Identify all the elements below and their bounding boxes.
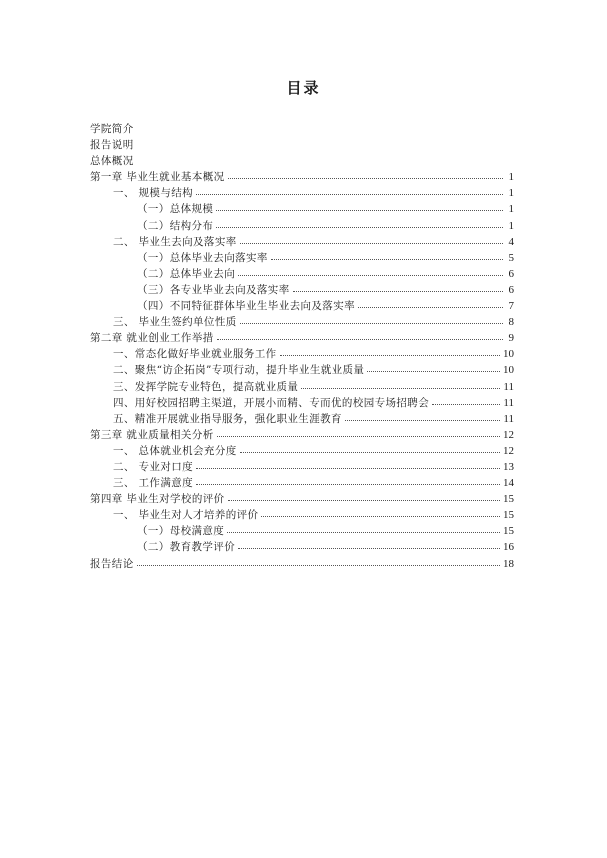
dot-leader [216, 219, 503, 229]
page-title: 目录 [286, 79, 321, 97]
toc-entry[interactable] [0, 523, 607, 539]
toc-entry-page-number: 5 [508, 251, 514, 264]
toc-entry[interactable] [0, 330, 607, 346]
dot-leader [228, 492, 500, 502]
toc-entry[interactable] [0, 556, 607, 572]
toc-entry-page-number: 6 [508, 283, 514, 296]
toc-entry-title: （一）总体规模 [137, 203, 214, 216]
toc-entry-page-number: 11 [503, 396, 514, 409]
toc-entry-title: 二、聚焦“访企拓岗”专项行动，提升毕业生就业质量 [113, 364, 365, 377]
toc-entry[interactable] [0, 507, 607, 523]
toc-entry-page-number: 15 [503, 525, 514, 538]
table-of-contents [0, 121, 607, 572]
toc-entry-page-number: 1 [508, 171, 514, 184]
toc-entry[interactable] [0, 379, 607, 395]
toc-entry-page-number: 8 [508, 316, 514, 329]
toc-entry[interactable] [0, 282, 607, 298]
toc-entry-page-number: 14 [503, 477, 514, 490]
toc-entry[interactable] [0, 250, 607, 266]
toc-entry-title: 报告说明 [90, 139, 134, 152]
dot-leader [227, 524, 500, 534]
dot-leader [228, 170, 503, 180]
toc-entry[interactable] [0, 443, 607, 459]
toc-entry-title: （二）结构分布 [137, 219, 214, 232]
toc-entry-page-number: 6 [508, 267, 514, 280]
toc-entry-page-number: 10 [503, 364, 514, 377]
dot-leader [137, 557, 500, 567]
toc-entry-title: 三、 工作满意度 [113, 477, 194, 490]
dot-leader [238, 540, 500, 550]
toc-entry-title: 总体概况 [90, 155, 134, 168]
toc-entry[interactable] [0, 234, 607, 250]
toc-entry-page-number: 12 [503, 428, 514, 441]
toc-entry-page-number: 11 [503, 380, 514, 393]
dot-leader [217, 331, 503, 341]
dot-leader [196, 460, 500, 470]
toc-entry-title: 第二章 就业创业工作举措 [90, 332, 214, 345]
dot-leader [271, 251, 503, 261]
toc-entry-title: （二）教育教学评价 [137, 541, 236, 554]
toc-entry[interactable] [0, 362, 607, 378]
toc-entry[interactable] [0, 475, 607, 491]
toc-entry-page-number: 16 [503, 541, 514, 554]
toc-entry-title: 一、常态化做好毕业就业服务工作 [113, 348, 277, 361]
toc-entry-page-number: 4 [508, 235, 514, 248]
toc-entry-title: （一）母校满意度 [137, 525, 225, 538]
dot-leader [358, 299, 503, 309]
dot-leader [240, 315, 503, 325]
toc-entry-page-number: 9 [508, 332, 514, 345]
toc-entry-page-number: 15 [503, 509, 514, 522]
toc-entry-page-number: 13 [503, 460, 514, 473]
toc-entry[interactable] [0, 218, 607, 234]
toc-entry-title: 第四章 毕业生对学校的评价 [90, 493, 225, 506]
toc-entry[interactable] [0, 266, 607, 282]
toc-entry-page-number: 1 [508, 203, 514, 216]
dot-leader [293, 283, 503, 293]
toc-entry-page-number: 7 [508, 300, 514, 313]
toc-entry[interactable] [0, 298, 607, 314]
toc-entry[interactable] [0, 395, 607, 411]
toc-entry-title: 报告结论 [90, 557, 134, 570]
dot-leader [367, 363, 500, 373]
dot-leader [240, 235, 503, 245]
dot-leader [345, 412, 501, 422]
toc-entry-page-number: 15 [503, 493, 514, 506]
toc-entry-title: 三、 毕业生签约单位性质 [113, 316, 237, 329]
toc-entry-title: 二、 毕业生去向及落实率 [113, 235, 237, 248]
dot-leader [196, 476, 500, 486]
toc-entry[interactable] [0, 539, 607, 555]
toc-entry-title: 学院简介 [90, 123, 134, 135]
dot-leader [280, 347, 501, 357]
toc-entry-title: （三）各专业毕业去向及落实率 [137, 283, 290, 296]
toc-entry-title: （四）不同特征群体毕业生毕业去向及落实率 [137, 300, 355, 313]
toc-entry-title: 二、 专业对口度 [113, 460, 194, 473]
toc-entry-title: 五、精准开展就业指导服务，强化职业生涯教育 [113, 412, 342, 425]
dot-leader [432, 396, 500, 406]
toc-entry-title: 第一章 毕业生就业基本概况 [90, 171, 225, 184]
toc-entry-title: 一、 规模与结构 [113, 187, 194, 200]
dot-leader [238, 267, 503, 277]
toc-entry-title: 四、用好校园招聘主渠道，开展小而精、专而优的校园专场招聘会 [113, 396, 430, 409]
toc-entry[interactable] [0, 153, 607, 169]
toc-entry[interactable] [0, 201, 607, 217]
toc-entry[interactable] [0, 346, 607, 362]
dot-leader [261, 508, 500, 518]
toc-entry-title: （二）总体毕业去向 [137, 267, 236, 280]
dot-leader [196, 186, 503, 196]
toc-entry[interactable] [0, 491, 607, 507]
toc-entry-page-number: 12 [503, 444, 514, 457]
toc-entry[interactable] [0, 169, 607, 185]
toc-entry-title: （一）总体毕业去向落实率 [137, 251, 268, 264]
toc-entry-page-number: 11 [503, 412, 514, 425]
toc-entry[interactable] [0, 121, 607, 137]
toc-entry[interactable] [0, 314, 607, 330]
toc-entry[interactable] [0, 459, 607, 475]
toc-entry-page-number: 1 [508, 187, 514, 200]
toc-entry-title: 第三章 就业质量相关分析 [90, 428, 214, 441]
toc-entry[interactable] [0, 185, 607, 201]
toc-entry[interactable] [0, 427, 607, 443]
toc-entry-page-number: 1 [508, 219, 514, 232]
toc-entry-title: 一、 总体就业机会充分度 [113, 444, 237, 457]
toc-entry-title: 三、发挥学院专业特色，提高就业质量 [113, 380, 299, 393]
toc-entry-title: 一、 毕业生对人才培养的评价 [113, 509, 259, 522]
toc-entry-page-number: 18 [503, 557, 514, 570]
dot-leader [240, 444, 500, 454]
dot-leader [216, 202, 503, 212]
toc-entry[interactable] [0, 411, 607, 427]
dot-leader [301, 380, 500, 390]
toc-entry-page-number: 10 [503, 348, 514, 361]
dot-leader [217, 428, 500, 438]
toc-entry[interactable] [0, 137, 607, 153]
